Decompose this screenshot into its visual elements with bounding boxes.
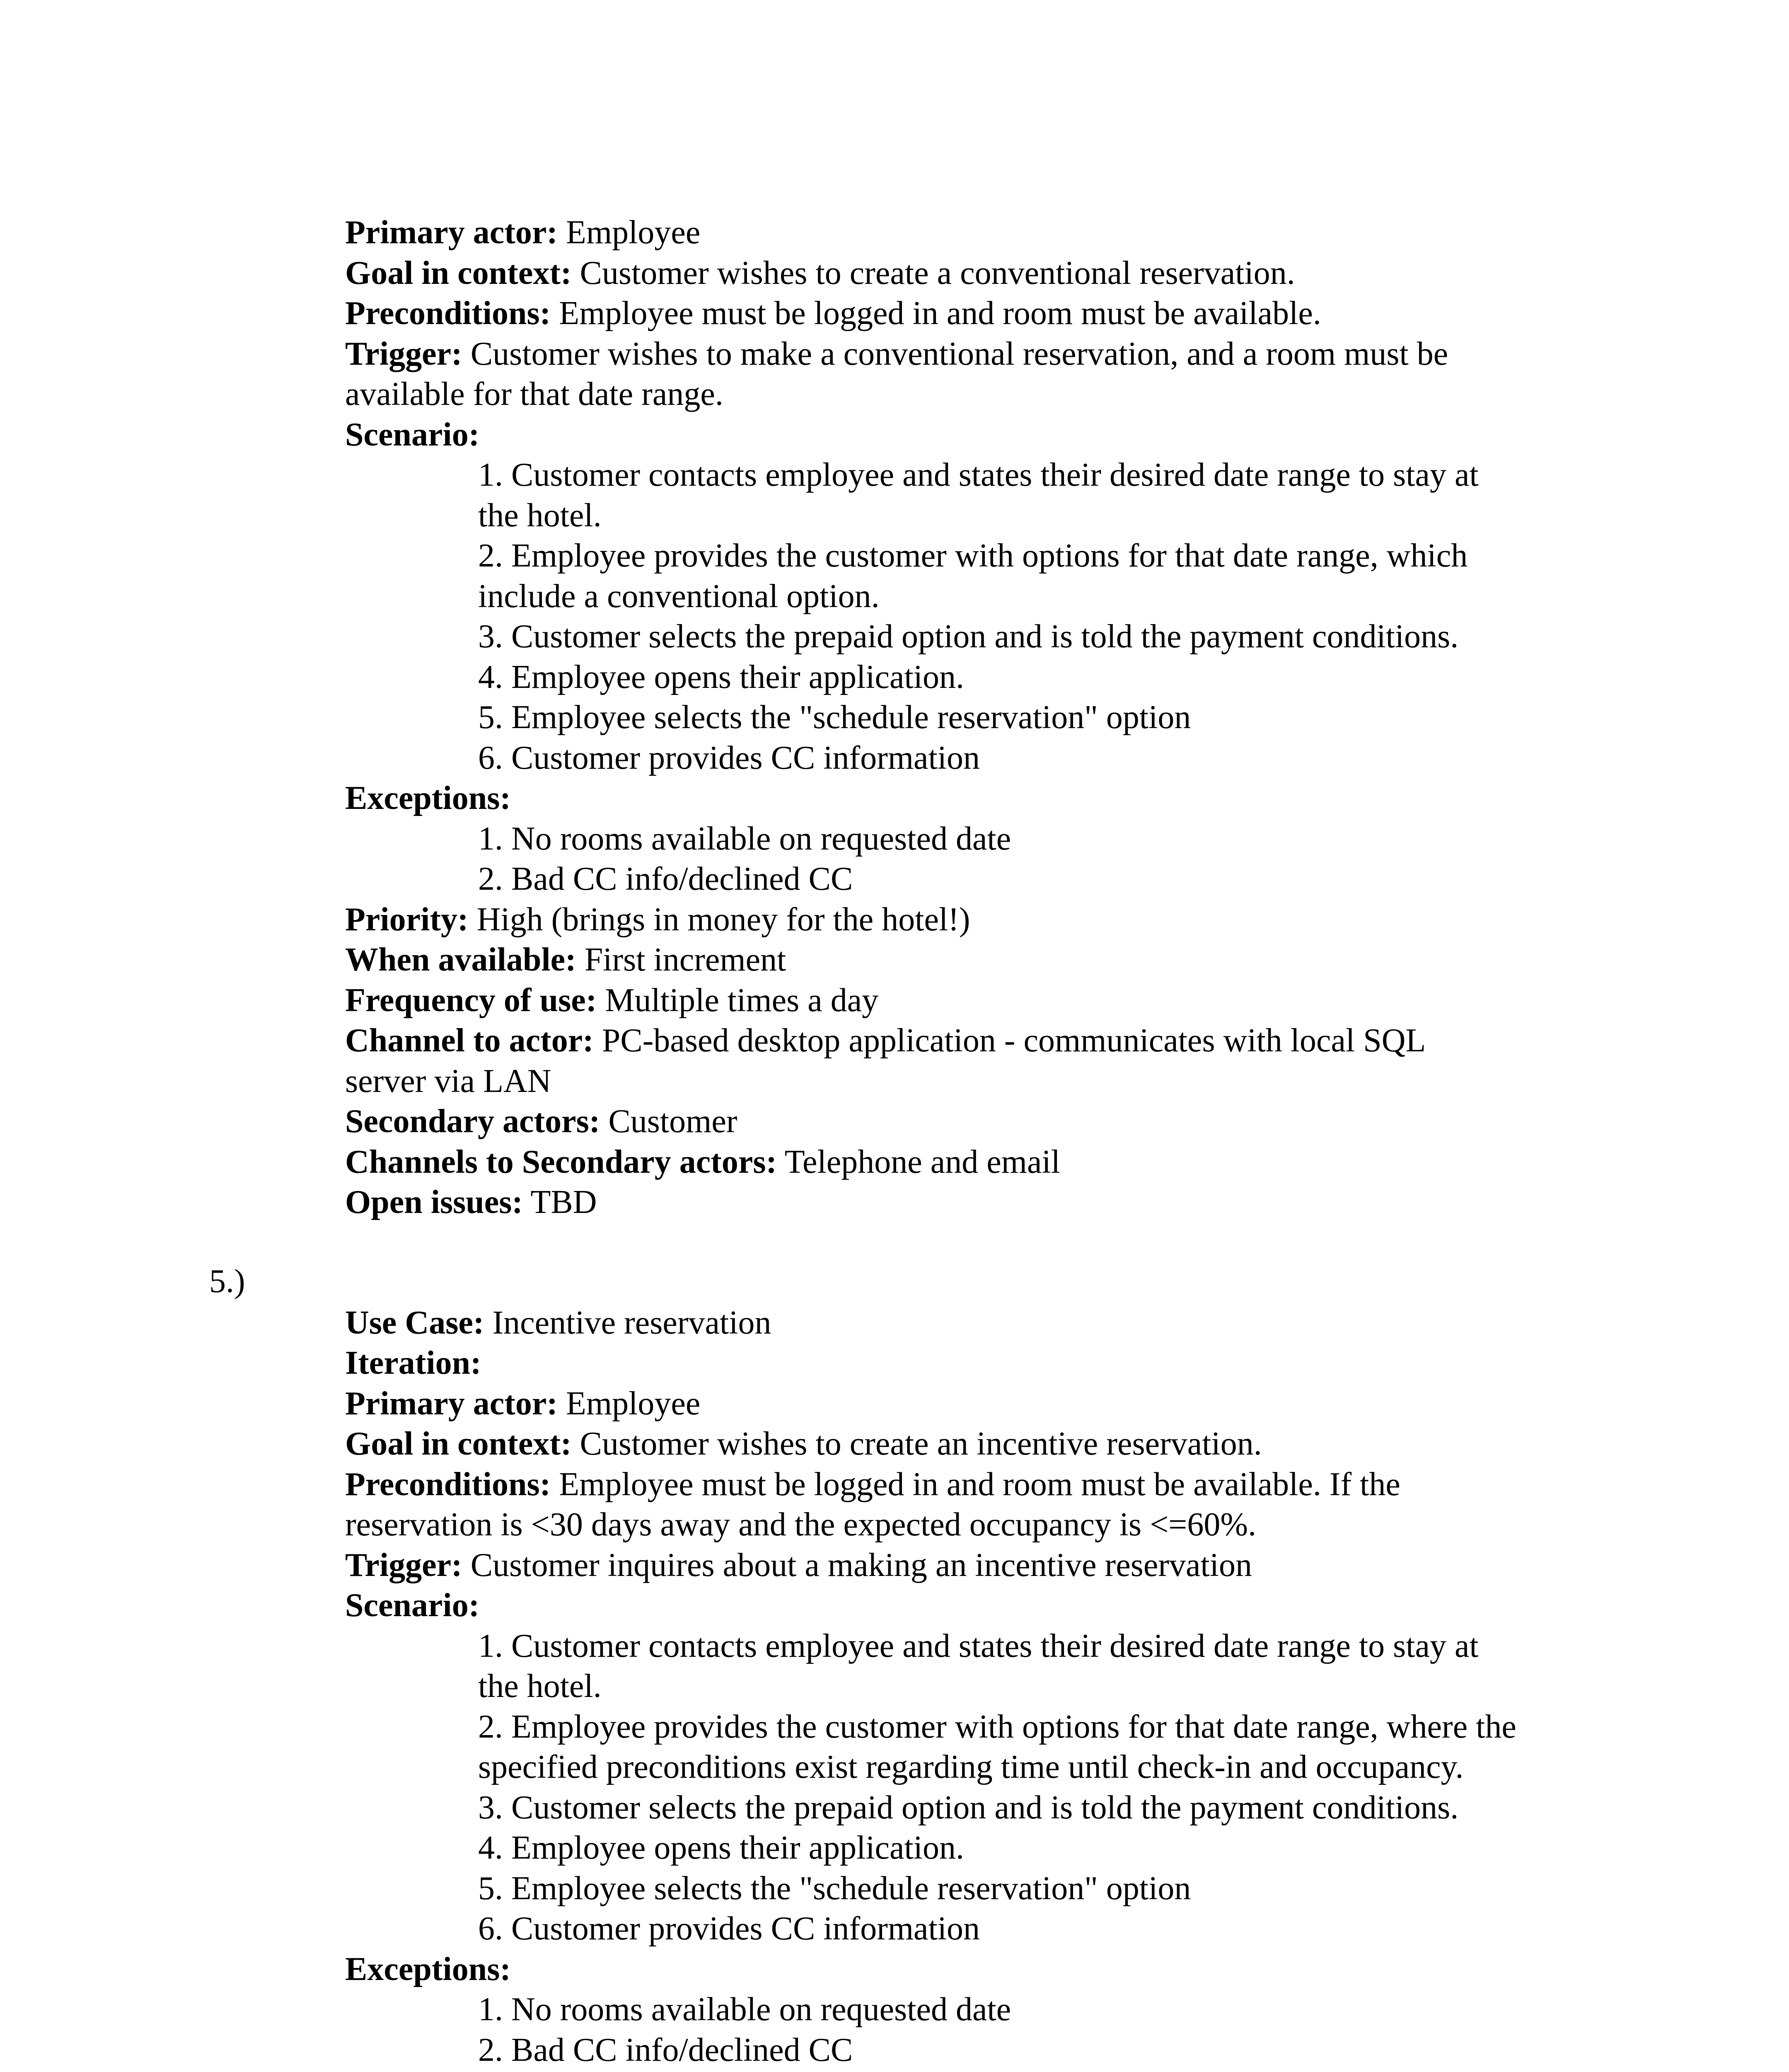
field-value: Employee xyxy=(558,1385,701,1422)
exception-item: 1. No rooms available on requested date xyxy=(478,821,1011,857)
scenario-step: include a conventional option. xyxy=(478,578,880,615)
scenario-heading: Scenario: xyxy=(345,1587,480,1624)
scenario-step: 4. Employee opens their application. xyxy=(478,659,965,695)
field-label: Preconditions: xyxy=(345,1466,551,1503)
frequency-line xyxy=(345,980,878,1021)
scenario-step: the hotel. xyxy=(478,497,602,534)
scenario-step: 5. Employee selects the "schedule reservation" option xyxy=(478,1870,1191,1907)
trigger-line-cont: available for that date range. xyxy=(345,376,723,412)
scenario-step: 1. Customer contacts employee and states their desired date range to stay at xyxy=(478,1628,1479,1664)
primary-actor-line xyxy=(345,1383,700,1424)
field-value: Employee must be logged in and room must be available. xyxy=(551,295,1321,332)
priority-line xyxy=(345,899,970,940)
scenario-step: specified preconditions exist regarding time until check-in and occupancy. xyxy=(478,1749,1464,1785)
field-value: Telephone and email xyxy=(777,1144,1060,1180)
scenario-step: 6. Customer provides CC information xyxy=(478,740,980,776)
field-value: Incentive reservation xyxy=(484,1305,771,1341)
exception-item: 1. No rooms available on requested date xyxy=(478,1991,1011,2028)
field-label: Priority: xyxy=(345,901,469,938)
use-case-line xyxy=(345,1302,771,1343)
scenario-step: 1. Customer contacts employee and states their desired date range to stay at xyxy=(478,457,1479,493)
open-issues-line xyxy=(345,1182,597,1222)
field-label: Open issues: xyxy=(345,1184,523,1220)
scenario-step: 6. Customer provides CC information xyxy=(478,1910,980,1947)
field-value: Customer inquires about a making an incentive reservation xyxy=(462,1547,1252,1583)
field-value: High (brings in money for the hotel!) xyxy=(468,901,970,938)
field-label: Channel to actor: xyxy=(345,1022,594,1059)
field-label: Goal in context: xyxy=(345,1426,572,1462)
field-value: Customer wishes to make a conventional reservation, and a room must be xyxy=(462,336,1448,372)
field-label: Channels to Secondary actors: xyxy=(345,1144,777,1180)
secondary-actors-line xyxy=(345,1101,737,1142)
preconditions-line xyxy=(345,1464,1400,1505)
field-value: Customer xyxy=(600,1103,737,1140)
field-label: Frequency of use: xyxy=(345,982,597,1019)
primary-actor-line xyxy=(345,212,700,253)
scenario-step: 4. Employee opens their application. xyxy=(478,1830,965,1866)
scenario-step: 5. Employee selects the "schedule reservation" option xyxy=(478,699,1191,736)
field-label: Trigger: xyxy=(345,1547,462,1583)
when-available-line xyxy=(345,939,786,980)
scenario-step: 2. Employee provides the customer with options for that date range, where the xyxy=(478,1709,1516,1745)
section-number: 5.) xyxy=(209,1263,245,1300)
scenario-step: 3. Customer selects the prepaid option and is told the payment conditions. xyxy=(478,1789,1459,1826)
field-label: Primary actor: xyxy=(345,1385,558,1422)
field-label: Secondary actors: xyxy=(345,1103,600,1140)
field-label: Goal in context: xyxy=(345,255,572,291)
trigger-line xyxy=(345,334,1448,374)
field-value: TBD xyxy=(522,1184,597,1220)
exception-item: 2. Bad CC info/declined CC xyxy=(478,2032,853,2068)
field-value: Multiple times a day xyxy=(597,982,879,1019)
goal-line xyxy=(345,253,1295,293)
exception-item: 2. Bad CC info/declined CC xyxy=(478,861,853,897)
field-label: Primary actor: xyxy=(345,214,558,251)
field-value: Customer wishes to create an incentive reservation. xyxy=(571,1426,1262,1462)
scenario-heading: Scenario: xyxy=(345,416,480,453)
field-value: PC-based desktop application - communicates with local SQL xyxy=(593,1022,1426,1059)
scenario-step: the hotel. xyxy=(478,1668,602,1704)
field-label: When available: xyxy=(345,942,576,978)
field-value: First increment xyxy=(576,942,786,978)
field-value: Employee xyxy=(558,214,701,251)
goal-line xyxy=(345,1423,1262,1464)
field-value: Employee must be logged in and room must be available. If the xyxy=(551,1466,1400,1503)
channel-line xyxy=(345,1020,1426,1061)
field-value: Customer wishes to create a conventional reservation. xyxy=(571,255,1295,291)
trigger-line xyxy=(345,1545,1252,1585)
iteration-line: Iteration: xyxy=(345,1345,481,1381)
exceptions-heading: Exceptions: xyxy=(345,1951,511,1987)
preconditions-line-cont: reservation is <30 days away and the expected occupancy is <=60%. xyxy=(345,1506,1257,1543)
field-label: Trigger: xyxy=(345,336,462,372)
channel-line-cont: server via LAN xyxy=(345,1063,551,1099)
field-label: Preconditions: xyxy=(345,295,551,332)
scenario-step: 3. Customer selects the prepaid option and is told the payment conditions. xyxy=(478,618,1459,655)
exceptions-heading: Exceptions: xyxy=(345,780,511,816)
preconditions-line xyxy=(345,293,1321,334)
channels-secondary-line xyxy=(345,1142,1060,1182)
field-label: Use Case: xyxy=(345,1305,484,1341)
scenario-step: 2. Employee provides the customer with options for that date range, which xyxy=(478,537,1468,574)
